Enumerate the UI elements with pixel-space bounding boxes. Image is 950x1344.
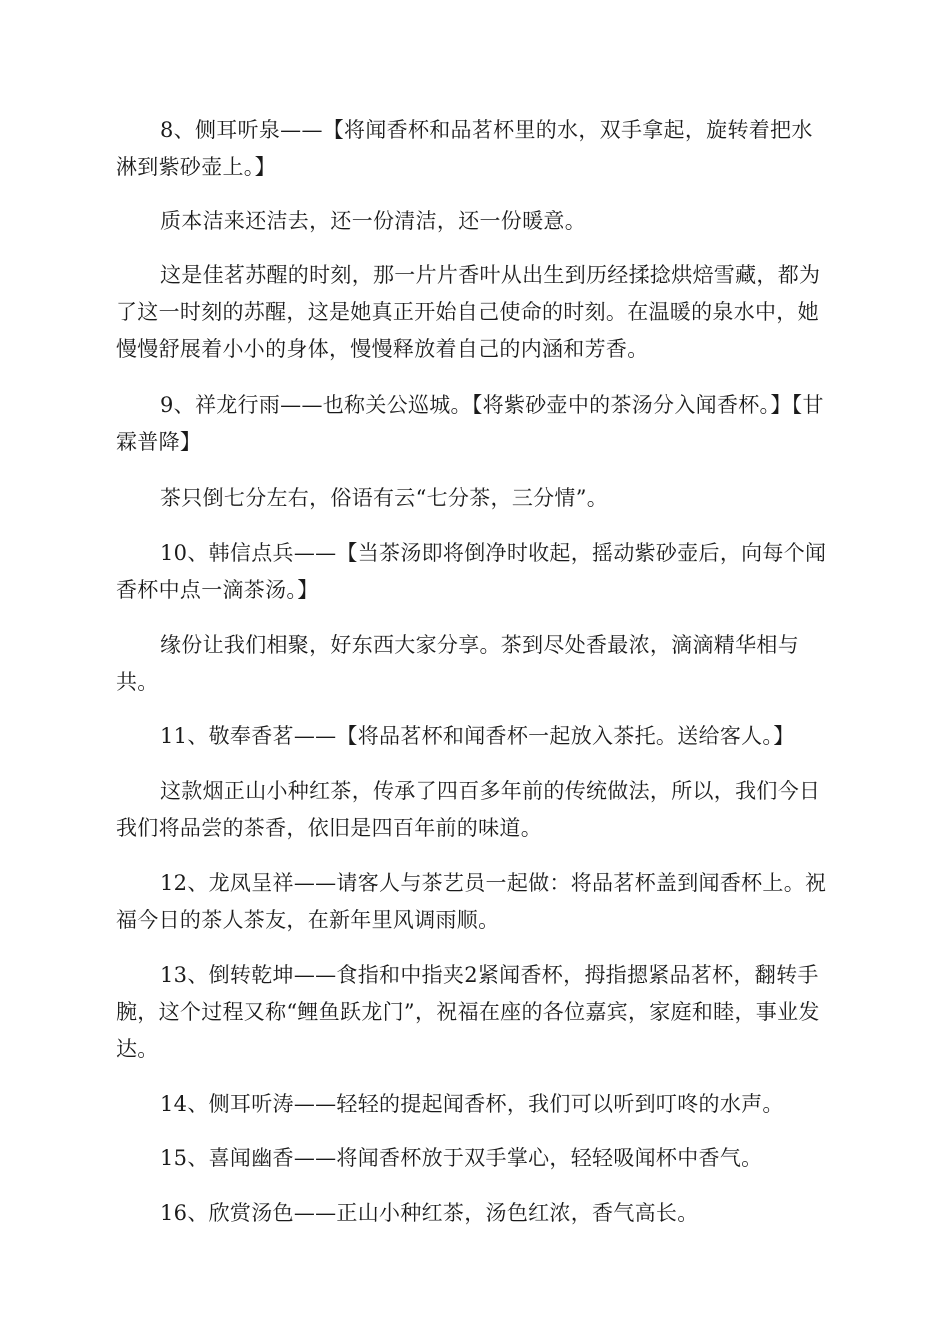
paragraph-step-8: 8、侧耳听泉——【将闻香杯和品茗杯里的水，双手拿起，旋转着把水淋到紫砂壶上。】 — [116, 118, 813, 179]
paragraph-pour-seventy-percent: 茶只倒七分左右，俗语有云“七分茶，三分情”。 — [160, 486, 609, 510]
paragraph-step-13: 13、倒转乾坤——食指和中指夹2紧闻香杯，拇指摁紧品茗杯，翻转手腕，这个过程又称“鲤鱼跃龙门”，祝福在座的各位嘉宾，家庭和睦，事业发达。 — [116, 963, 820, 1061]
paragraph-step-10: 10、韩信点兵——【当茶汤即将倒净时收起，摇动紫砂壶后，向每个闻香杯中点一滴茶汤。】 — [116, 541, 827, 602]
paragraph-step-9: 9、祥龙行雨——也称关公巡城。【将紫砂壶中的茶汤分入闻香杯。】【甘霖普降】 — [116, 393, 824, 454]
paragraph-awakening: 这是佳茗苏醒的时刻，那一片片香叶从出生到历经揉捻烘焙雪藏，都为了这一时刻的苏醒，这是她真正开始自己使命的时刻。在温暖的泉水中，她慢慢舒展着小小的身体，慢慢释放着自己的内涵和芳香。 — [116, 263, 821, 361]
paragraph-step-15: 15、喜闻幽香——将闻香杯放于双手掌心，轻轻吸闻杯中香气。 — [160, 1146, 763, 1170]
paragraph-sharing: 缘份让我们相聚，好东西大家分享。茶到尽处香最浓，滴滴精华相与共。 — [116, 633, 799, 694]
paragraph-step-16: 16、欣赏汤色——正山小种红茶，汤色红浓，香气高长。 — [160, 1201, 699, 1225]
paragraph-tradition: 这款烟正山小种红茶，传承了四百多年前的传统做法，所以，我们今日我们将品尝的茶香，依旧是四百年前的味道。 — [116, 779, 821, 840]
paragraph-step-12: 12、龙凤呈祥——请客人与茶艺员一起做：将品茗杯盖到闻香杯上。祝福今日的茶人茶友，在新年里风调雨顺。 — [116, 871, 827, 932]
paragraph-cleansing: 质本洁来还洁去，还一份清洁，还一份暖意。 — [160, 209, 586, 233]
paragraph-step-11: 11、敬奉香茗——【将品茗杯和闻香杯一起放入茶托。送给客人。】 — [160, 724, 795, 748]
paragraph-step-14: 14、侧耳听涛——轻轻的提起闻香杯，我们可以听到叮咚的水声。 — [160, 1092, 784, 1116]
